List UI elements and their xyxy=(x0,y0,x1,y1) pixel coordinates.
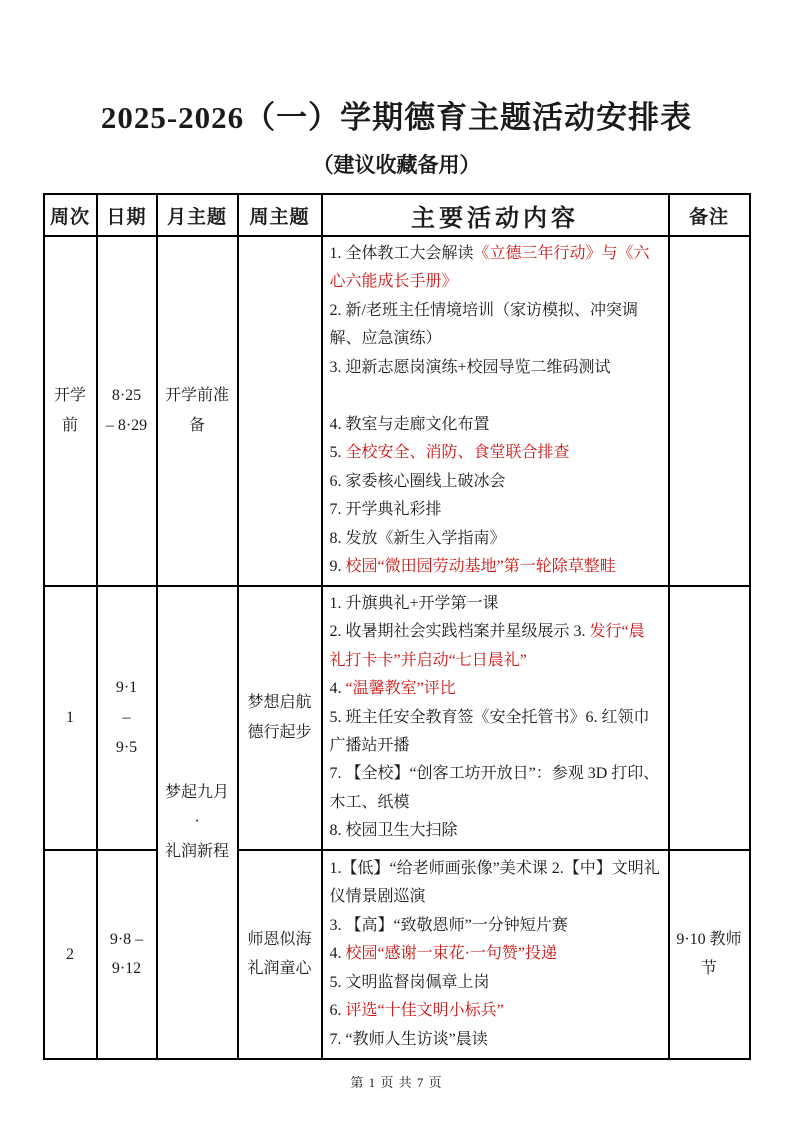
date-cell-line: 9·12 xyxy=(111,960,142,978)
activity-item xyxy=(330,855,661,912)
activity-text-red: 发行“晨礼打卡卡”并启动“七日晨礼” xyxy=(329,623,645,669)
note-cell xyxy=(669,236,750,586)
activity-item xyxy=(330,468,661,496)
table-row xyxy=(44,236,750,586)
month-theme-cell-line: 梦起九月 xyxy=(164,783,229,801)
week-cell xyxy=(44,236,97,586)
activity-text: 3. 【高】“致敬恩师”一分钟短片赛 xyxy=(329,916,568,934)
activity-text-red: 评选“十佳文明小标兵” xyxy=(345,1002,504,1020)
schedule-table xyxy=(43,193,751,1060)
activity-text: 4. 教室与走廊文化布置 xyxy=(329,415,490,433)
month-theme-cell xyxy=(157,586,238,1059)
table-header xyxy=(44,194,750,236)
activity-item xyxy=(330,496,661,524)
page-number: 第 1 页 共 7 页 xyxy=(350,1074,443,1090)
week-theme-cell-line: 德行起步 xyxy=(247,723,312,741)
activity-text-red: 《立德三年行动》与《六心六能成长手册》 xyxy=(329,245,650,291)
activity-text: 6. 家委核心圈线上破冰会 xyxy=(329,472,506,490)
table-row xyxy=(44,850,750,1059)
content-cell xyxy=(322,586,669,850)
header-date: 日期 xyxy=(97,194,157,236)
activity-item xyxy=(330,354,661,382)
activity-item xyxy=(330,704,661,761)
note-cell xyxy=(669,586,750,850)
activity-text-red: 全校安全、消防、食堂联合排查 xyxy=(345,444,570,462)
week-cell-line: 1 xyxy=(66,708,74,726)
activity-item xyxy=(330,969,661,997)
activity-text: 1.【低】“给老师画张像”美术课 2.【中】文明礼仪情景剧巡演 xyxy=(329,859,660,906)
activity-text: 1. 升旗典礼+开学第一课 xyxy=(329,594,499,612)
activity-text: 2. 新/老班主任情境培训（家访模拟、冲突调解、应急演练） xyxy=(329,301,638,348)
activity-text: 1. 全体教工大会解读 xyxy=(329,245,474,262)
date-cell-line: 8·25 xyxy=(111,387,142,405)
date-cell-line: – xyxy=(122,708,131,726)
activity-text-red: 校园“感谢一束花·一句赞”投递 xyxy=(345,945,558,963)
header-main-content: 主要活动内容 xyxy=(322,194,669,236)
month-theme-cell xyxy=(157,236,238,586)
date-cell-line: 9·8 – xyxy=(109,930,144,948)
date-cell-line: – 8·29 xyxy=(105,416,148,434)
activity-text-red: 校园“微田园劳动基地”第一轮除草整畦 xyxy=(345,558,616,576)
week-theme-cell xyxy=(238,236,322,586)
activity-text: 2. 收暑期社会实践档案并星级展示 3. xyxy=(329,623,590,641)
activity-item xyxy=(330,675,661,703)
date-cell xyxy=(97,236,157,586)
activity-text: 7. 开学典礼彩排 xyxy=(329,501,442,519)
activity-text: 7. 【全校】“创客工坊开放日”：参观 3D 打印、木工、纸模 xyxy=(329,765,660,811)
activity-item xyxy=(330,590,661,618)
note-cell-line: 9·10 教师节 xyxy=(676,930,742,978)
table-row xyxy=(44,586,750,850)
week-theme-cell-line: 师恩似海 xyxy=(247,930,312,948)
activity-text: 7. “教师人生访谈”晨读 xyxy=(329,1030,488,1048)
week-cell xyxy=(44,586,97,850)
header-note: 备注 xyxy=(669,194,750,236)
activity-text: 4. xyxy=(329,945,346,963)
page-title: 2025-2026（一）学期德育主题活动安排表 xyxy=(100,100,693,135)
activity-text: 6. xyxy=(329,1002,346,1020)
month-theme-cell-line: · xyxy=(194,813,200,831)
activity-text: 8. 校园卫生大扫除 xyxy=(329,822,458,840)
note-cell xyxy=(669,850,750,1059)
week-cell-line: 开学前 xyxy=(53,387,86,434)
activity-item xyxy=(330,382,661,410)
header-week-theme: 周主题 xyxy=(238,194,322,236)
activity-text-red: “温馨教室”评比 xyxy=(345,680,456,698)
activity-item xyxy=(330,439,661,467)
date-cell xyxy=(97,586,157,850)
header-week: 周次 xyxy=(44,194,97,236)
week-theme-cell-line: 礼润童心 xyxy=(247,960,312,978)
activity-item xyxy=(330,760,661,817)
activity-item xyxy=(330,618,661,675)
activity-text: 8. 发放《新生入学指南》 xyxy=(329,529,506,547)
week-cell-line: 2 xyxy=(66,945,74,963)
activity-text: 5. 班主任安全教育签《安全托管书》6. 红领巾广播站开播 xyxy=(329,708,650,754)
activity-text: 5. xyxy=(329,444,346,462)
activity-item xyxy=(330,240,661,297)
activity-text: 3. 迎新志愿岗演练+校园导览二维码测试 xyxy=(329,358,611,376)
header-month-theme: 月主题 xyxy=(157,194,238,236)
month-theme-cell-line: 开学前准备 xyxy=(164,387,229,434)
header-row xyxy=(44,194,750,236)
activity-item xyxy=(330,817,661,845)
activity-text: 9. xyxy=(329,558,346,576)
date-cell xyxy=(97,850,157,1059)
activity-text: 4. xyxy=(329,680,346,698)
activity-item xyxy=(330,912,661,940)
week-cell xyxy=(44,850,97,1059)
activity-item xyxy=(330,1026,661,1054)
content-cell xyxy=(322,236,669,586)
week-theme-cell-line: 梦想启航 xyxy=(247,694,312,712)
date-cell-line: 9·5 xyxy=(115,738,138,756)
activity-text: 5. 文明监督岗佩章上岗 xyxy=(329,973,490,991)
activity-item xyxy=(330,411,661,439)
content-cell xyxy=(322,850,669,1059)
activity-item xyxy=(330,940,661,968)
schedule-body xyxy=(44,236,750,1059)
page-subtitle: （建议收藏备用） xyxy=(312,153,481,177)
activity-item xyxy=(330,997,661,1025)
date-cell-line: 9·1 xyxy=(115,679,138,697)
week-theme-cell xyxy=(238,850,322,1059)
activity-item xyxy=(330,525,661,553)
activity-item xyxy=(330,297,661,354)
week-theme-cell xyxy=(238,586,322,850)
activity-item xyxy=(330,553,661,581)
month-theme-cell-line: 礼润新程 xyxy=(164,843,229,861)
